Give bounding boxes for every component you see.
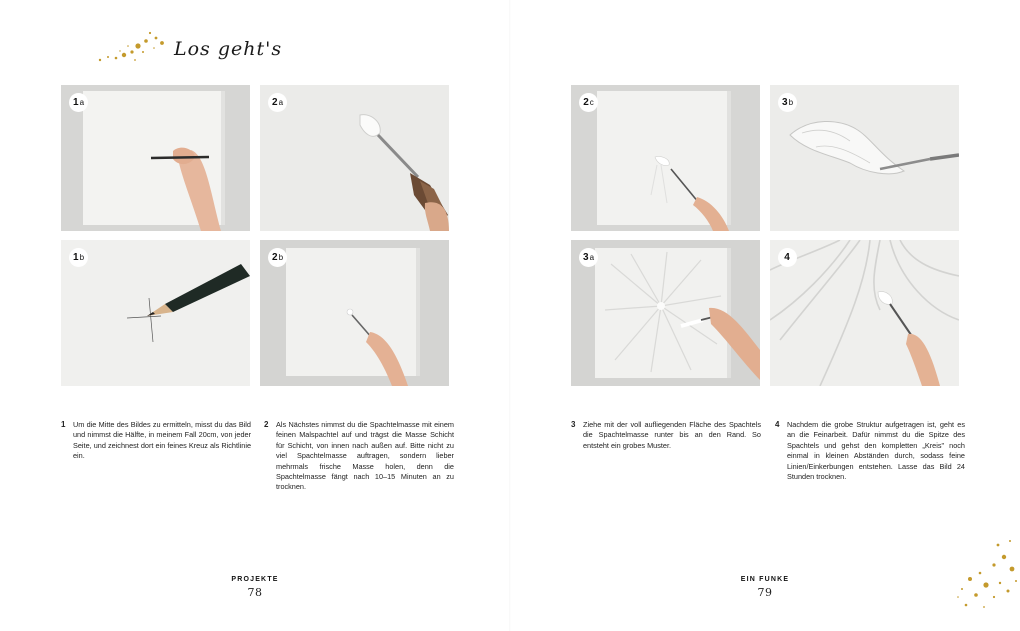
- section-label: EIN FUNKE: [740, 576, 790, 583]
- step-description: Nachdem die grobe Struktur aufgetragen ist, geht es an die Feinarbeit. Dafür nimmst du die Spitze des Spachtels und gehst den kompletten „Kreis" noch einmal in kleinen Abständen durch, sodass feine Linien/Einkerbungen entstehen. Lasse das Bild 24 Stunden trocknen.: [787, 420, 965, 482]
- step-badge: 1 b: [69, 248, 88, 267]
- book-gutter: [509, 0, 511, 631]
- step-text-3: [571, 420, 761, 451]
- step-badge: 3 b: [778, 93, 797, 112]
- step-number: 1: [61, 420, 66, 429]
- photo-2c-image: [571, 85, 760, 231]
- photo-step-2a: [260, 85, 449, 231]
- gold-splatter-corner: [950, 535, 1020, 615]
- photo-step-2b: [260, 240, 449, 386]
- photo-step-3a: [571, 240, 760, 386]
- page-number: 78: [247, 586, 263, 599]
- section-label: PROJEKTE: [231, 576, 279, 583]
- photo-1a-image: [61, 85, 250, 231]
- page-number: 79: [757, 586, 773, 599]
- heading-block: [88, 24, 358, 74]
- step-badge: 2 b: [268, 248, 287, 267]
- photo-step-1a: [61, 85, 250, 231]
- photo-3a-image: [571, 240, 760, 386]
- step-description: Ziehe mit der voll aufliegenden Fläche des Spachtels die Spachtelmasse runter bis an den Rand. So entsteht ein grobes Muster.: [583, 420, 761, 450]
- photo-4-image: [770, 240, 959, 386]
- step-text-2: [264, 420, 454, 493]
- photo-2a-image: [260, 85, 449, 231]
- step-badge: 2 c: [579, 93, 598, 112]
- step-badge: 1 a: [69, 93, 88, 112]
- step-number: 3: [571, 420, 576, 429]
- page-title: Los geht's: [174, 38, 283, 60]
- step-badge: 3 a: [579, 248, 598, 267]
- step-badge: 2 a: [268, 93, 287, 112]
- step-text-1: [61, 420, 251, 462]
- photo-2b-image: [260, 240, 449, 386]
- step-description: Um die Mitte des Bildes zu ermitteln, misst du das Bild und nimmst die Hälfte, in meinem Fall 20cm, von jeder Seite, und zeichnest dort ein feines Kreuz als Richtlinie ein.: [73, 420, 251, 461]
- step-badge: 4: [778, 248, 797, 267]
- gold-splatter-decoration: [88, 24, 178, 74]
- photo-3b-image: [770, 85, 959, 231]
- photo-step-1b: [61, 240, 250, 386]
- step-number: 2: [264, 420, 269, 429]
- photo-1b-image: [61, 240, 250, 386]
- photo-step-2c: [571, 85, 760, 231]
- folio-left: [225, 576, 285, 599]
- step-text-4: [775, 420, 965, 482]
- step-description: Als Nächstes nimmst du die Spachtelmasse mit einem feinen Malspachtel auf und trägst die Masse Schicht für Schicht, von innen nach außen auf. Bitte nicht zu viel Spachtelmasse auftragen, sondern lieber mehrmals frische Masse holen, denn die Spachtelmasse fängt nach 10–15 Minuten an zu trocknen.: [276, 420, 454, 492]
- photo-step-4: [770, 240, 959, 386]
- photo-step-3b: [770, 85, 959, 231]
- step-number: 4: [775, 420, 780, 429]
- folio-right: [735, 576, 795, 599]
